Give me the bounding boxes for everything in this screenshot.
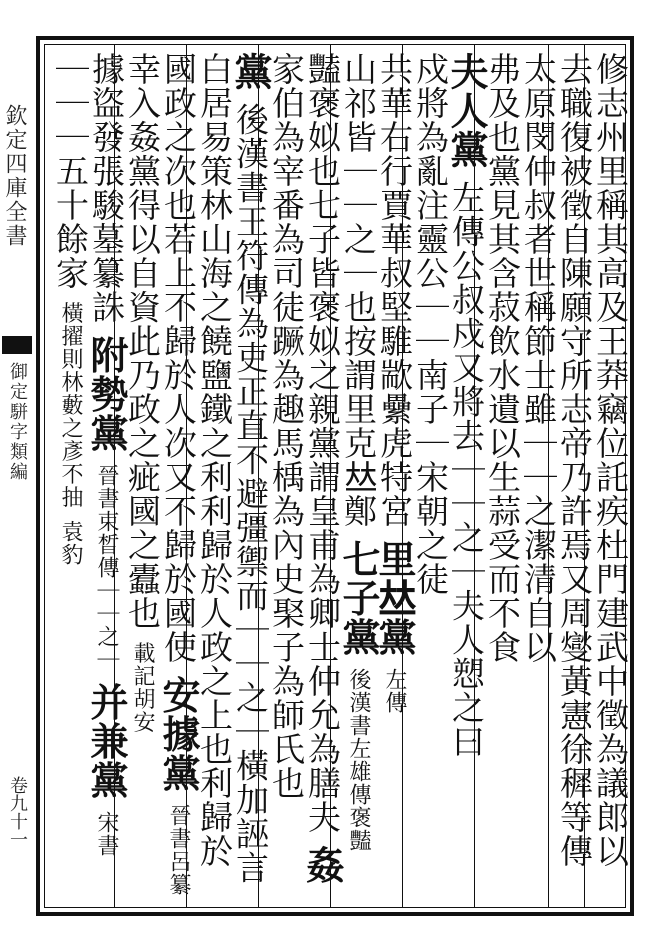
entry-heading: 姦: [300, 845, 345, 885]
column-note: 載記胡安: [130, 641, 155, 734]
column-note: 橫擢則林藪之彥不抽: [58, 301, 83, 509]
column-text: 國政之次也若上不歸於人次又不歸於國使: [159, 52, 198, 664]
column-text: 太原閔仲叔者世稱節士雖｜｜之潔清自以: [519, 52, 558, 664]
column-text: 去職復被徵自陳願守所志帝乃許焉又周燮黃憲徐穉等傳: [555, 52, 594, 868]
column-note: 晉書束晳傳｜｜之｜: [94, 464, 119, 671]
column-note: 袁豹: [58, 520, 83, 566]
column-text: 共華右行賈華叔堅騅歂纍虎特宮: [375, 52, 414, 528]
entry-heading: 黨: [228, 52, 273, 91]
folio-number: 卷九十一: [7, 776, 28, 848]
column-text: 白居易策林山海之饒鹽鐵之利利歸於人政之上也利歸於: [195, 52, 234, 868]
column-text: 修志州里稱其高及王莽竊位託疾杜門建武中徵為議郎以: [591, 52, 630, 868]
column-text: 左傳公叔戍又將去｜｜之｜夫人愬之曰: [447, 180, 486, 759]
entry-heading: 附勢黨: [84, 335, 129, 453]
column-text: 幸入姦黨得以自資此乃政之疵國之蠹也: [123, 52, 162, 630]
entry-heading: 并兼黨: [84, 682, 129, 800]
column-text: 豔褒姒也七子皆褒姒之親黨謂皇甫為卿士仲允為膳夫: [303, 52, 342, 834]
column-text: ｜｜｜五十餘家: [51, 52, 90, 290]
column-text: 山祁皆｜｜之｜也按謂里克𠀤鄭: [339, 52, 378, 528]
column-note: 左傳: [382, 668, 407, 714]
entry-heading: 七子黨: [336, 539, 381, 657]
entry-heading: 夫人黨: [444, 52, 489, 169]
column-text: 據盜發張駿墓纂誅: [87, 52, 126, 324]
page-margin: [0, 44, 37, 908]
fish-tail-mark: [2, 336, 32, 354]
column-note: 宋書: [94, 811, 119, 857]
section-title: 御定駢字類編: [7, 362, 28, 482]
column-text: 戍將為亂注靈公｜｜南子｜宋朝之徒: [411, 52, 450, 596]
column-note: 晉書呂纂: [166, 804, 191, 896]
column-text: 弗及也黨見其含菽飲水遺以生蒜受而不食: [483, 52, 522, 664]
column-text: 家伯為宰番為司徒蹶為趣馬楀為內史棸子為師氏也: [267, 52, 306, 800]
column-text: 後漢書王符傳為吏正直不避彊禦而｜｜之｜橫加誣言: [231, 102, 270, 885]
book-title: 欽定四庫全書: [2, 104, 27, 248]
column-note: 後漢書左雄傳褒豔: [346, 668, 371, 852]
entry-heading: 里𠀤黨: [372, 539, 417, 657]
entry-heading: 安據黨: [156, 675, 201, 793]
text-column: [46, 52, 94, 900]
